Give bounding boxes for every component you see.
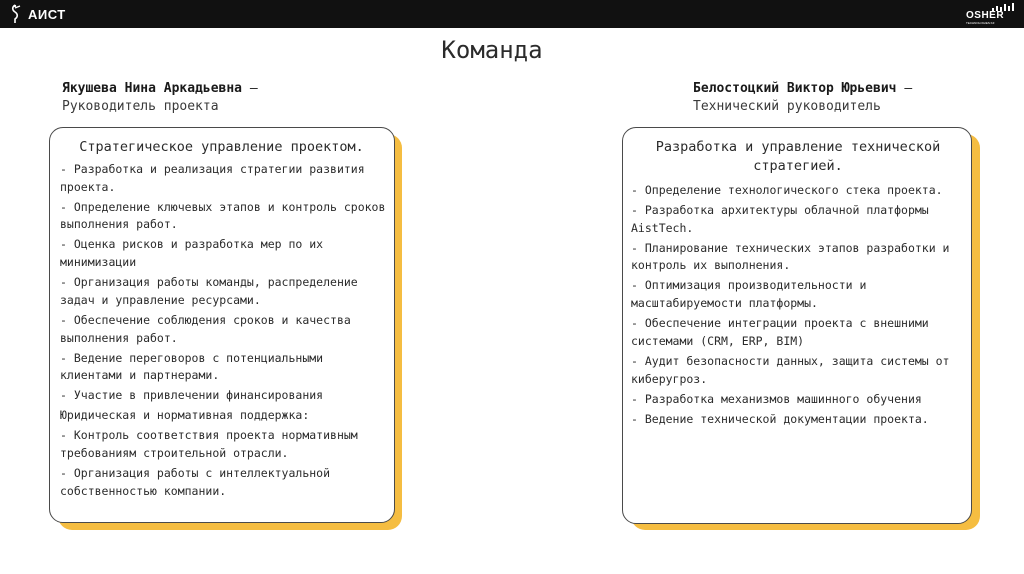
right-person: [693, 80, 912, 116]
right-person-dash: —: [904, 81, 913, 96]
list-item: - Разработка механизмов машинного обучения: [631, 391, 922, 406]
stork-icon: [8, 4, 22, 24]
list-item: - Планирование технических этапов разработки и контроль их выполнения.: [631, 240, 950, 273]
left-card-list: [60, 161, 390, 503]
list-item: - Контроль соответствия проекта нормативным требованиям строительной отрасли.: [60, 428, 358, 460]
list-item: - Участие в привлечении финансирования: [60, 388, 324, 403]
list-item: - Определение ключевых этапов и контроль сроков выполнения работ.: [60, 199, 386, 232]
page-title: Команда: [441, 36, 543, 64]
partner-tagline: TECHNOLOGIES KZ: [966, 21, 995, 25]
list-item: - Оптимизация производительности и масштабируемости платформы.: [631, 278, 867, 311]
right-person-name: Белостоцкий Виктор Юрьевич: [693, 81, 897, 96]
left-card-title: Стратегическое управление проектом.: [79, 139, 364, 155]
list-item: - Обеспечение соблюдения сроков и качества выполнения работ.: [60, 312, 351, 345]
top-bar: [0, 0, 1024, 28]
list-item: - Организация работы команды, распределение задач и управление ресурсами.: [60, 275, 358, 307]
list-item: - Ведение переговоров с потенциальными клиентами и партнерами.: [60, 350, 324, 383]
list-item: - Определение технологического стека проекта.: [631, 183, 943, 197]
right-card-title: Разработка и управление технической стратегией.: [655, 139, 941, 174]
right-card-list: [631, 182, 965, 431]
list-item: - Разработка архитектуры облачной платформы AistTech.: [631, 203, 929, 235]
list-item: - Оценка рисков и разработка мер по их минимизации: [60, 237, 324, 270]
left-card: [49, 127, 395, 523]
left-person-dash: —: [249, 81, 258, 96]
list-subheading: Юридическая и нормативная поддержка:: [60, 408, 310, 423]
list-item: - Обеспечение интеграции проекта с внешними системами (CRM, ERP, BIM): [631, 316, 929, 348]
left-person-name: Якушева Нина Аркадьевна: [62, 81, 243, 96]
left-person-role: Руководитель проекта: [62, 99, 219, 114]
left-person: [62, 80, 258, 116]
list-item: - Организация работы с интеллектуальной собственностью компании.: [60, 465, 331, 498]
list-item: - Аудит безопасности данных, защита системы от киберугроз.: [631, 353, 950, 386]
partner-brand: OSHER: [966, 10, 1005, 21]
list-item: - Ведение технической документации проекта.: [631, 411, 929, 426]
list-item: - Разработка и реализация стратегии развития проекта.: [60, 162, 365, 194]
app-name: АИСТ: [28, 6, 66, 22]
right-card: [622, 127, 972, 524]
osher-logo[interactable]: [966, 2, 1014, 26]
aist-logo[interactable]: [8, 4, 66, 24]
right-person-role: Технический руководитель: [693, 99, 881, 114]
